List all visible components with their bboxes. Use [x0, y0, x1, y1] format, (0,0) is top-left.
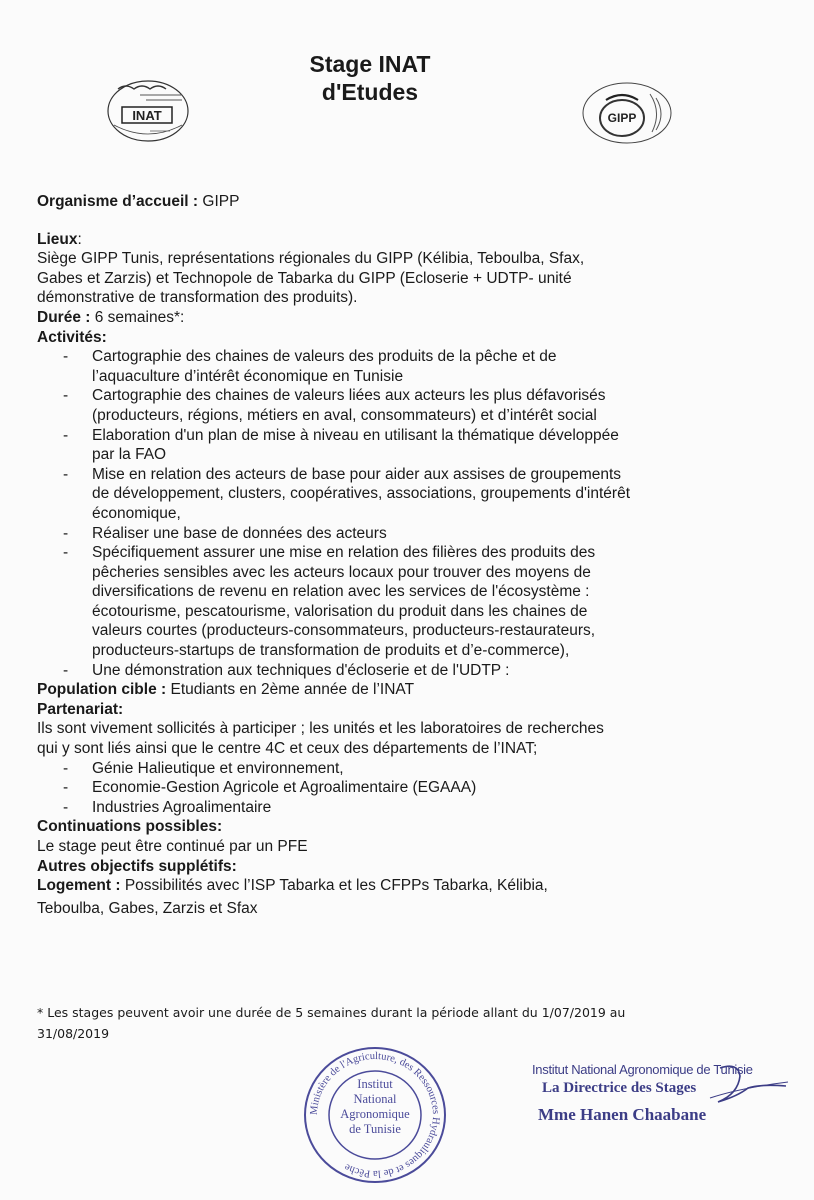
list-item: - Cartographie des chaines de valeurs des produits de la pêche et de l’aquaculture d’intérêt économique en Tunisie [63, 348, 557, 385]
stamp-line: National [353, 1092, 397, 1106]
partenariat-list [37, 759, 767, 818]
stamp-line: Institut [357, 1077, 393, 1091]
continuations-heading: Continuations possibles: [37, 818, 223, 836]
list-item: - Une démonstration aux techniques d'écloserie et de l'UDTP : [63, 661, 510, 679]
population-label: Population cible [37, 681, 157, 699]
lieux-text-line: Gabes et Zarzis) et Technopole de Tabarka du GIPP (Ecloserie + UDTP- unité [37, 269, 572, 287]
footnote-line-2: 31/08/2019 [37, 1026, 110, 1041]
stamp-line: Agronomique [340, 1107, 410, 1121]
stamp-line: de Tunisie [349, 1122, 401, 1136]
footnote-line-1: * Les stages peuvent avoir une durée de 5 semaines durant la période allant du 1/07/2019 au [37, 1005, 626, 1020]
footnote [37, 1002, 717, 1044]
list-item: - Spécifiquement assurer une mise en relation des filières des produits des pêcheries sensibles avec les acteurs locaux pour trouver des moyens de diversifications de revenu en relation avec les services de l'écosystème : écotourisme, pescatourisme, valorisation du produit dans les chaines de valeurs courtes (producteurs-consommateurs, producteurs-restaurateurs, producteurs-startups de transformation de produits et d’e-commerce), [63, 544, 596, 660]
signature-name: Mme Hanen Chaabane [538, 1105, 707, 1124]
list-item: - Economie-Gestion Agricole et Agroalimentaire (EGAAA) [63, 779, 477, 797]
page-title [250, 50, 490, 106]
list-item: - Réaliser une base de données des acteurs [63, 524, 387, 542]
signature-role: La Directrice des Stages [542, 1080, 697, 1096]
logement-value-cont: Teboulba, Gabes, Zarzis et Sfax [37, 899, 258, 917]
lieux-heading [37, 230, 767, 250]
logement-label: Logement [37, 877, 112, 895]
document-body [37, 192, 767, 918]
duree-value: 6 semaines*: [94, 308, 185, 326]
lieux-label: Lieux [37, 230, 78, 248]
duree-line [37, 308, 767, 328]
autres-heading: Autres objectifs supplétifs: [37, 857, 237, 875]
gipp-logo-text: GIPP [607, 111, 637, 125]
list-item: - Cartographie des chaines de valeurs liées aux acteurs les plus défavorisés (producteurs, régions, métiers en aval, consommateurs) et d’intérêt social [63, 387, 606, 424]
logement-line [37, 876, 767, 896]
logement-sep: : [111, 877, 125, 895]
list-item: - Mise en relation des acteurs de base pour aider aux assises de groupements de développement, clusters, coopératives, associations, groupements d'intérêt économique, [63, 465, 631, 522]
inat-logo [100, 75, 196, 145]
inat-logo-text: INAT [132, 108, 162, 123]
organisme-line [37, 192, 767, 212]
stamp-ring-text: Ministère de l'Agriculture, des Ressources Hydrauliques et de la Pêche [308, 1050, 442, 1180]
list-item: - Elaboration d'un plan de mise à niveau en utilisant la thématique développée par la FAO [63, 426, 619, 464]
handwritten-signature [700, 1060, 790, 1110]
partenariat-heading: Partenariat: [37, 700, 124, 718]
population-sep: : [156, 681, 171, 699]
activites-heading: Activités: [37, 328, 107, 346]
activites-list [37, 347, 767, 680]
lieux-sep: : [77, 230, 82, 248]
title-line-2: d'Etudes [321, 79, 419, 105]
logement-value: Possibilités avec l’ISP Tabarka et les CFPPs Tabarka, Kélibia, [124, 877, 548, 895]
partenariat-text-line: Ils sont vivement sollicités à participer ; les unités et les laboratoires de recherches [37, 720, 604, 738]
list-item: - Génie Halieutique et environnement, [63, 759, 344, 777]
list-item: - Industries Agroalimentaire [63, 798, 272, 816]
organisme-sep: : [188, 193, 203, 210]
population-line [37, 680, 767, 700]
organisme-value: GIPP [202, 193, 240, 210]
continuations-text: Le stage peut être continué par un PFE [37, 838, 308, 855]
title-line-1: Stage INAT [309, 51, 431, 77]
organisme-label: Organisme d’accueil [37, 193, 189, 210]
duree-label: Durée [37, 308, 81, 326]
lieux-text-line: démonstrative de transformation des produits). [37, 289, 358, 307]
signature-institute: Institut National Agronomique de Tunisie [532, 1062, 753, 1077]
official-stamp [300, 1045, 450, 1185]
lieux-text-line: Siège GIPP Tunis, représentations régionales du GIPP (Kélibia, Teboulba, Sfax, [37, 250, 585, 268]
gipp-logo [576, 78, 678, 148]
duree-sep: : [80, 308, 95, 326]
population-value: Etudiants en 2ème année de l’INAT [170, 681, 415, 699]
partenariat-text-line: qui y sont liés ainsi que le centre 4C et ceux des départements de l’INAT; [37, 740, 538, 758]
